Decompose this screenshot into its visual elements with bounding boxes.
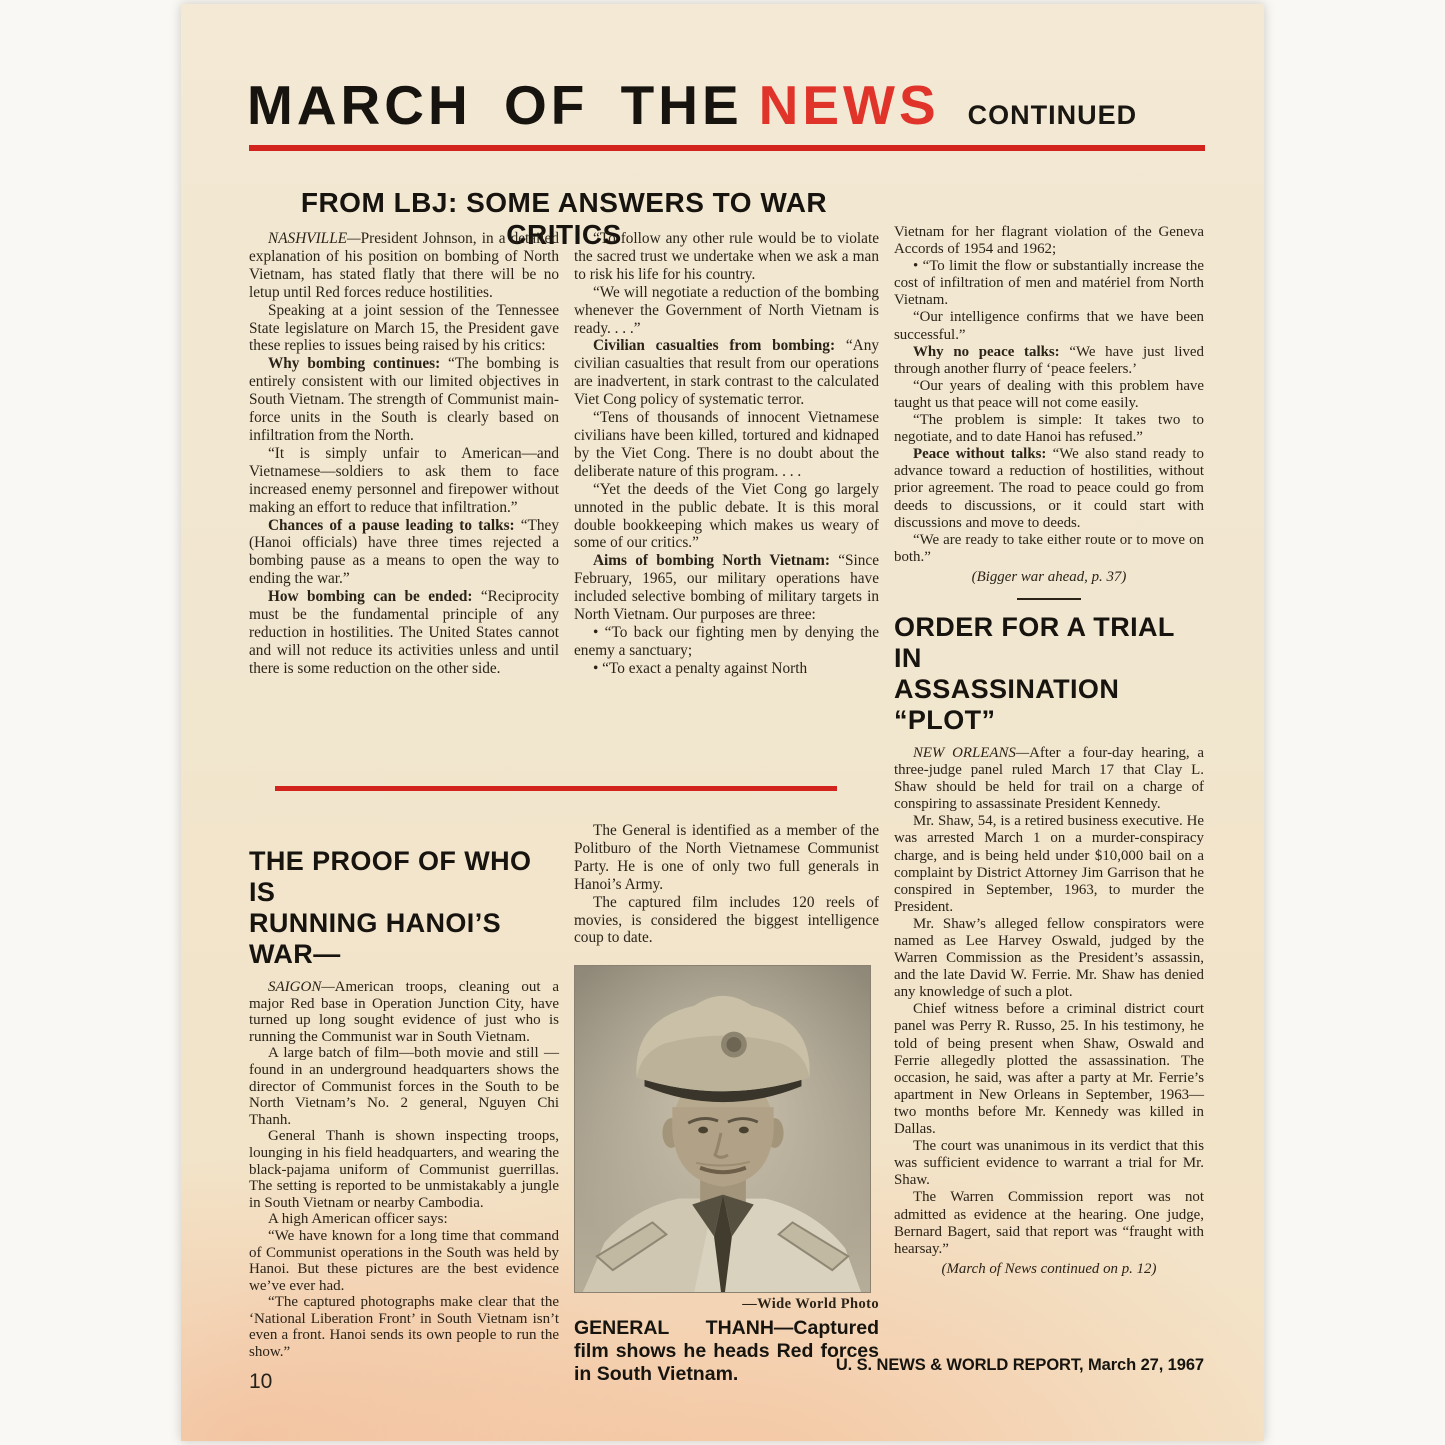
paragraph: Chances of a pause leading to talks: “They (Hanoi officials) have three times rejected a bombing pause as a means to open the way to ending the war.”	[249, 516, 559, 588]
lbj-article-column-1	[249, 230, 559, 678]
bold-lead-in: How bombing can be ended:	[268, 588, 481, 606]
paragraph: Civilian casualties from bombing: “Any civilian casualties that result from our operations are inadvertent, in stark contrast to the calculated Viet Cong policy of systematic terror.	[574, 337, 879, 409]
photo-credit: —Wide World Photo	[742, 1296, 879, 1313]
paragraph: “It is simply unfair to American—and Vietnamese—soldiers to ask them to face increased enemy personnel and firepower without making an effort to reduce that infiltration.”	[249, 444, 559, 516]
paragraph: Chief witness before a criminal district court panel was Perry R. Russo, 25. In his testimony, he told of being present when Shaw, Oswald and Ferrie allegedly plotted the assassination. The occasion, he said, was after a party at Mr. Ferrie’s apartment in New Orleans in September, 1963—two months before Mr. Kennedy was killed in Dallas.	[894, 1001, 1204, 1138]
header-title-black: MARCH OF THE	[247, 74, 743, 136]
proof-article-column-1	[249, 846, 559, 1361]
paragraph: • “To exact a penalty against North	[593, 659, 808, 677]
dateline: NEW ORLEANS—	[913, 744, 1030, 761]
magazine-footer: U. S. NEWS & WORLD REPORT, March 27, 1967	[835, 1356, 1204, 1374]
header-continued-label: CONTINUED	[967, 100, 1138, 130]
paragraph: NEW ORLEANS—After a four-day hearing, a three-judge panel ruled March 17 that Clay L. Shaw should be held for trail on a charge of conspiring to assassinate President Kennedy.	[894, 744, 1204, 813]
general-thanh-photo	[574, 965, 871, 1293]
paragraph: • “To back our fighting men by denying the enemy a sanctuary;	[574, 623, 879, 659]
paragraph: “We are ready to take either route or to move on both.”	[894, 531, 1204, 565]
paragraph: Mr. Shaw’s alleged fellow conspirators were named as Lee Harvey Oswald, judged by the Warren Commission as the President’s assassin, and the late David W. Ferrie. Mr. Shaw has denied any knowledge of such a plot.	[894, 915, 1204, 1001]
trial-article-body	[894, 745, 1204, 1280]
paragraph: The Warren Commission report was not admitted as evidence at the hearing. One judge, Bernard Bagert, said that report was “fraught with hearsay.”	[894, 1189, 1204, 1257]
paragraph: A large batch of film—both movie and still — found in an underground headquarters shows the director of Communist forces in the South to be North Vietnam’s No. 2 general, Nguyen Chi Thanh.	[249, 1045, 559, 1128]
paragraph: NASHVILLE—President Johnson, in a detailed explanation of his position on bombing of North Vietnam, has stated flatly that there will be no letup until Red forces reduce hostilities.	[249, 230, 559, 301]
article-note: (March of News continued on p. 12)	[941, 1260, 1157, 1277]
paragraph: “To follow any other rule would be to violate the sacred trust we undertake when we ask a man to risk his life for his country.	[574, 230, 879, 283]
paragraph: • “To limit the flow or substantially increase the cost of infiltration of men and matériel from North Vietnam.	[894, 258, 1204, 309]
proof-article-body-2	[574, 822, 879, 947]
trial-headline-line-2: ASSASSINATION “PLOT”	[894, 673, 1120, 735]
lbj-article-column-2	[574, 230, 879, 678]
paragraph: “Tens of thousands of innocent Vietnamese civilians have been killed, tortured and kidnaped by the Viet Cong. There is no doubt about the deliberate nature of this program. . . .	[574, 409, 879, 480]
photo-caption: GENERAL THANH—Captured film shows he heads Red forces in South Vietnam.	[574, 1317, 879, 1386]
paragraph: How bombing can be ended: “Reciprocity must be the fundamental principle of any reduction in hostilities. The United States cannot and will not reduce its activities unless and until there is some reduction on the other side.	[249, 588, 559, 677]
trial-headline-line-1: ORDER FOR A TRIAL IN	[894, 611, 1175, 673]
lbj-article-column-3	[894, 224, 1204, 588]
bold-lead-in: Peace without talks:	[913, 446, 1053, 463]
dateline: NASHVILLE—	[268, 230, 361, 247]
section-divider-red-rule	[275, 786, 837, 791]
bold-lead-in: Chances of a pause leading to talks:	[268, 516, 521, 534]
paragraph: “Yet the deeds of the Viet Cong go largely unnoted in the public debate. It is this moral double bookkeeping which makes us weary of some of our critics.”	[574, 480, 879, 552]
trial-article-headline	[894, 612, 1204, 736]
bold-lead-in: Aims of bombing North Vietnam:	[593, 552, 839, 570]
paragraph: “The captured photographs make clear that the ‘National Liberation Front’ in South Vietnam isn’t even a front. Hanoi sends its own people to run the show.”	[249, 1294, 559, 1361]
proof-article-headline	[249, 846, 559, 970]
paragraph: General Thanh is shown inspecting troops, lounging in his field headquarters, and wearing the black-pajama uniform of Communist guerrillas. The setting is reported to be unmistakably a jungle in South Vietnam or nearby Cambodia.	[249, 1128, 559, 1211]
page-number: 10	[249, 1370, 273, 1393]
paragraph: “Our intelligence confirms that we have been successful.”	[894, 309, 1204, 343]
paragraph: The court was unanimous in its verdict that this was sufficient evidence to warrant a trial for Mr. Shaw.	[894, 1138, 1204, 1189]
proof-article-column-2	[574, 822, 879, 1386]
proof-headline-line-2: RUNNING HANOI’S WAR—	[249, 908, 502, 969]
paragraph: SAIGON—American troops, cleaning out a major Red base in Operation Junction City, have turned up long sought evidence of just who is running the Communist war in South Vietnam.	[249, 979, 559, 1045]
proof-headline-line-1: THE PROOF OF WHO IS	[249, 846, 532, 907]
paragraph: Peace without talks: “We also stand ready to advance toward a reduction of hostilities, without prior agreement. The road to peace could go from deeds to discussions, or it could start with discussions and move to deeds.	[894, 446, 1204, 531]
paragraph: Why bombing continues: “The bombing is entirely consistent with our limited objectives in South Vietnam. The strength of Communist main-force units in the South is clearly based on infiltration from the North.	[249, 355, 559, 444]
paragraph: Aims of bombing North Vietnam: “Since February, 1965, our military operations have included selective bombing of military targets in North Vietnam. Our purposes are three:	[574, 552, 879, 624]
paragraph: Why no peace talks: “We have just lived through another flurry of ‘peace feelers.’	[894, 343, 1204, 377]
header-title-red: NEWS	[758, 74, 940, 136]
paragraph: Mr. Shaw, 54, is a retired business executive. He was arrested March 1 on a murder-conspiracy charge, and is being held under $10,000 bail on a complaint by District Attorney Jim Garrison that he conspired in September, 1963, to murder the President.	[894, 813, 1204, 915]
paragraph: “We will negotiate a reduction of the bombing whenever the Government of North Vietnam is ready. . . .”	[574, 283, 879, 337]
bold-lead-in: Civilian casualties from bombing:	[593, 337, 846, 355]
portrait-illustration	[575, 966, 870, 1292]
paragraph: Speaking at a joint session of the Tennessee State legislature on March 15, the President gave these replies to issues being raised by his critics:	[249, 301, 559, 355]
article-note: (Bigger war ahead, p. 37)	[971, 568, 1127, 585]
article-separator-line	[1017, 598, 1081, 600]
header-red-rule	[249, 145, 1205, 151]
photo-figure	[574, 965, 879, 1386]
paragraph: “The problem is simple: It takes two to negotiate, and to date Hanoi has refused.”	[894, 412, 1204, 446]
dateline: SAIGON—	[268, 979, 335, 995]
paragraph: The captured film includes 120 reels of movies, is considered the biggest intelligence coup to date.	[574, 893, 879, 947]
right-column	[894, 224, 1204, 1280]
paragraph: A high American officer says:	[268, 1211, 448, 1228]
bold-lead-in: Why no peace talks:	[913, 343, 1070, 360]
magazine-page	[181, 4, 1264, 1441]
page-header	[247, 76, 1137, 134]
paragraph: “We have known for a long time that command of Communist operations in the South was held by Hanoi. But these pictures are the best evidence we’ve ever had.	[249, 1227, 559, 1294]
paragraph: Vietnam for her flagrant violation of the Geneva Accords of 1954 and 1962;	[894, 224, 1204, 258]
proof-article-body-1	[249, 979, 559, 1361]
bold-lead-in: Why bombing continues:	[268, 355, 449, 373]
paragraph: “Our years of dealing with this problem have taught us that peace will not come easily.	[894, 377, 1204, 411]
lbj-article-headline: FROM LBJ: SOME ANSWERS TO WAR CRITICS	[300, 187, 828, 250]
paragraph: The General is identified as a member of the Politburo of the North Vietnamese Communist Party. He is one of only two full generals in Hanoi’s Army.	[574, 822, 879, 893]
